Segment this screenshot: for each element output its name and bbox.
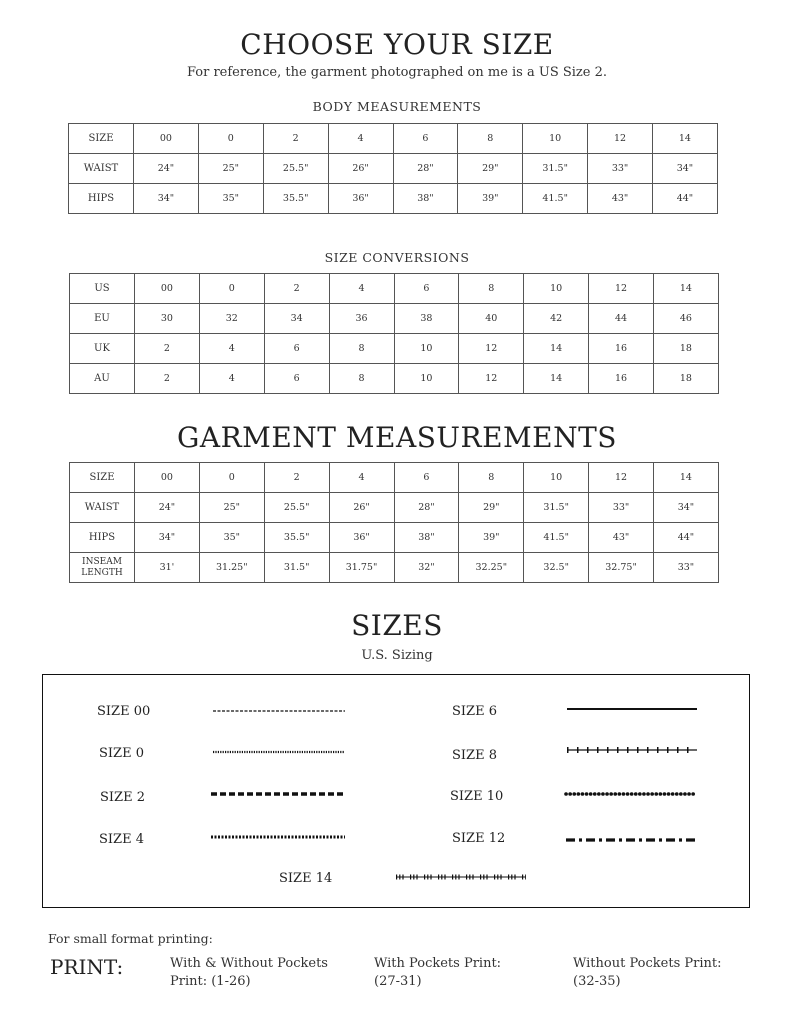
table-cell: 26" [329, 493, 394, 523]
legend-line-size-0 [211, 746, 347, 758]
table-row [70, 364, 719, 394]
legend-line-size-14 [394, 871, 528, 883]
table-cell: 2 [135, 334, 200, 364]
table-cell: 35.5" [263, 184, 328, 214]
row-header-cell: AU [70, 364, 135, 394]
sizes-subtitle: U.S. Sizing [361, 648, 433, 663]
table-cell: 41.5" [524, 523, 589, 553]
table-cell: 24" [135, 493, 200, 523]
table-cell: 28" [393, 154, 458, 184]
legend-line-size-8 [565, 744, 699, 756]
legend-line-size-12 [563, 834, 699, 846]
table-cell: 00 [134, 124, 199, 154]
table-cell: 14 [654, 463, 719, 493]
table-cell: 34" [134, 184, 199, 214]
table-cell: 34" [654, 493, 719, 523]
table-cell: 24" [134, 154, 199, 184]
table-cell: 44" [653, 184, 718, 214]
garment-measurements-title: GARMENT MEASUREMENTS [177, 421, 617, 454]
table-cell: 43" [588, 184, 653, 214]
print-option-with-pockets-line1: With Pockets Print: [374, 956, 502, 971]
body-measurements-table [68, 123, 718, 214]
table-cell: 38" [393, 184, 458, 214]
table-cell: 32.5" [524, 553, 589, 583]
print-option-without-pockets-line1: Without Pockets Print: [573, 956, 722, 971]
print-option-with-pockets [374, 955, 501, 991]
legend-line-size-00 [211, 705, 347, 717]
page-subtitle: For reference, the garment photographed on me is a US Size 2. [186, 65, 608, 80]
table-cell: 31.5" [264, 553, 329, 583]
table-cell: 33" [654, 553, 719, 583]
table-cell: 29" [459, 493, 524, 523]
table-cell: 6 [264, 364, 329, 394]
table-cell: 39" [459, 523, 524, 553]
table-cell: 29" [458, 154, 523, 184]
table-cell: 8 [329, 334, 394, 364]
table-cell: 6 [394, 274, 459, 304]
legend-label-size-4: SIZE 4 [99, 832, 144, 847]
table-cell: 43" [589, 523, 654, 553]
legend-label-size-0: SIZE 0 [99, 746, 144, 761]
table-cell: 25" [198, 154, 263, 184]
legend-label-size-10: SIZE 10 [450, 789, 504, 804]
table-cell: 39" [458, 184, 523, 214]
table-cell: 36" [328, 184, 393, 214]
row-header-cell: EU [70, 304, 135, 334]
table-cell: 0 [199, 463, 264, 493]
table-row [70, 334, 719, 364]
garment-measurements-table [69, 462, 719, 583]
table-cell: 35" [199, 523, 264, 553]
table-cell: 32.25" [459, 553, 524, 583]
row-header-cell: UK [70, 334, 135, 364]
table-cell: 10 [394, 334, 459, 364]
table-cell: 14 [524, 334, 589, 364]
table-cell: 40 [459, 304, 524, 334]
table-cell: 4 [199, 334, 264, 364]
table-cell: 12 [588, 124, 653, 154]
table-row [69, 124, 718, 154]
table-row [70, 493, 719, 523]
table-cell: 2 [263, 124, 328, 154]
print-label: PRINT: [50, 955, 124, 979]
table-cell: 31.5" [524, 493, 589, 523]
table-cell: 26" [328, 154, 393, 184]
table-cell: 25" [199, 493, 264, 523]
table-cell: 44 [589, 304, 654, 334]
table-cell: 31.5" [523, 154, 588, 184]
print-option-without-pockets-line2: (32-35) [573, 974, 621, 989]
table-row [69, 154, 718, 184]
table-row [70, 553, 719, 583]
table-cell: 41.5" [523, 184, 588, 214]
legend-label-size-6: SIZE 6 [452, 704, 497, 719]
table-row [70, 274, 719, 304]
table-cell: 32" [394, 553, 459, 583]
table-row [69, 184, 718, 214]
table-cell: 44" [654, 523, 719, 553]
table-cell: 8 [329, 364, 394, 394]
table-cell: 12 [459, 334, 524, 364]
table-cell: 25.5" [263, 154, 328, 184]
sizes-title: SIZES [351, 609, 443, 642]
table-cell: 38 [394, 304, 459, 334]
print-option-all [170, 955, 328, 991]
table-cell: 36" [329, 523, 394, 553]
row-header-cell: WAIST [70, 493, 135, 523]
table-cell: 30 [135, 304, 200, 334]
table-cell: 8 [459, 274, 524, 304]
table-cell: 31.25" [199, 553, 264, 583]
table-cell: 10 [524, 274, 589, 304]
size-legend-box [42, 674, 750, 908]
table-cell: 31.75" [329, 553, 394, 583]
table-cell: 16 [589, 364, 654, 394]
table-cell: 00 [135, 463, 200, 493]
table-cell: 34" [653, 154, 718, 184]
print-option-all-line2: Print: (1-26) [170, 974, 251, 989]
table-cell: 25.5" [264, 493, 329, 523]
table-cell: 18 [654, 364, 719, 394]
table-cell: 4 [328, 124, 393, 154]
table-cell: 6 [393, 124, 458, 154]
legend-label-size-14: SIZE 14 [279, 871, 333, 886]
table-row [70, 304, 719, 334]
table-cell: 2 [264, 463, 329, 493]
table-cell: 8 [458, 124, 523, 154]
table-cell: 12 [589, 463, 654, 493]
row-header-cell: WAIST [69, 154, 134, 184]
table-cell: 32 [199, 304, 264, 334]
table-cell: 0 [199, 274, 264, 304]
table-cell: 16 [589, 334, 654, 364]
legend-line-size-10 [563, 788, 699, 800]
print-option-all-line1: With & Without Pockets [170, 956, 328, 971]
table-cell: 2 [264, 274, 329, 304]
row-header-cell: HIPS [70, 523, 135, 553]
table-cell: 34" [135, 523, 200, 553]
legend-line-size-2 [209, 788, 347, 800]
table-cell: 0 [198, 124, 263, 154]
small-format-note: For small format printing: [48, 931, 213, 946]
table-cell: 35" [198, 184, 263, 214]
table-cell: 14 [654, 274, 719, 304]
table-cell: 33" [589, 493, 654, 523]
table-cell: 28" [394, 493, 459, 523]
table-cell: 35.5" [264, 523, 329, 553]
table-cell: 18 [654, 334, 719, 364]
table-cell: 10 [524, 463, 589, 493]
print-option-with-pockets-line2: (27-31) [374, 974, 422, 989]
legend-line-size-4 [209, 831, 347, 843]
legend-label-size-2: SIZE 2 [100, 790, 145, 805]
table-cell: 4 [199, 364, 264, 394]
page-title: CHOOSE YOUR SIZE [240, 28, 554, 61]
row-header-cell: US [70, 274, 135, 304]
table-row [70, 463, 719, 493]
legend-line-size-6 [565, 703, 699, 715]
table-cell: 14 [524, 364, 589, 394]
table-cell: 46 [654, 304, 719, 334]
table-cell: 12 [589, 274, 654, 304]
table-cell: 00 [135, 274, 200, 304]
table-cell: 38" [394, 523, 459, 553]
legend-label-size-8: SIZE 8 [452, 748, 497, 763]
table-cell: 2 [135, 364, 200, 394]
row-header-cell: HIPS [69, 184, 134, 214]
table-cell: 33" [588, 154, 653, 184]
row-header-cell: INSEAM LENGTH [70, 553, 135, 583]
table-cell: 4 [329, 463, 394, 493]
row-header-cell: SIZE [70, 463, 135, 493]
table-cell: 42 [524, 304, 589, 334]
size-conversions-table [69, 273, 719, 394]
print-option-without-pockets [573, 955, 721, 991]
size-conversions-title: SIZE CONVERSIONS [324, 250, 470, 265]
table-cell: 34 [264, 304, 329, 334]
table-cell: 12 [459, 364, 524, 394]
legend-label-size-00: SIZE 00 [97, 704, 151, 719]
table-cell: 6 [394, 463, 459, 493]
table-cell: 10 [394, 364, 459, 394]
legend-label-size-12: SIZE 12 [452, 831, 506, 846]
table-cell: 4 [329, 274, 394, 304]
table-cell: 6 [264, 334, 329, 364]
table-cell: 14 [653, 124, 718, 154]
table-cell: 36 [329, 304, 394, 334]
table-cell: 10 [523, 124, 588, 154]
table-cell: 32.75" [589, 553, 654, 583]
table-cell: 8 [459, 463, 524, 493]
table-row [70, 523, 719, 553]
body-measurements-title: BODY MEASUREMENTS [312, 99, 482, 114]
row-header-cell: SIZE [69, 124, 134, 154]
table-cell: 31' [135, 553, 200, 583]
